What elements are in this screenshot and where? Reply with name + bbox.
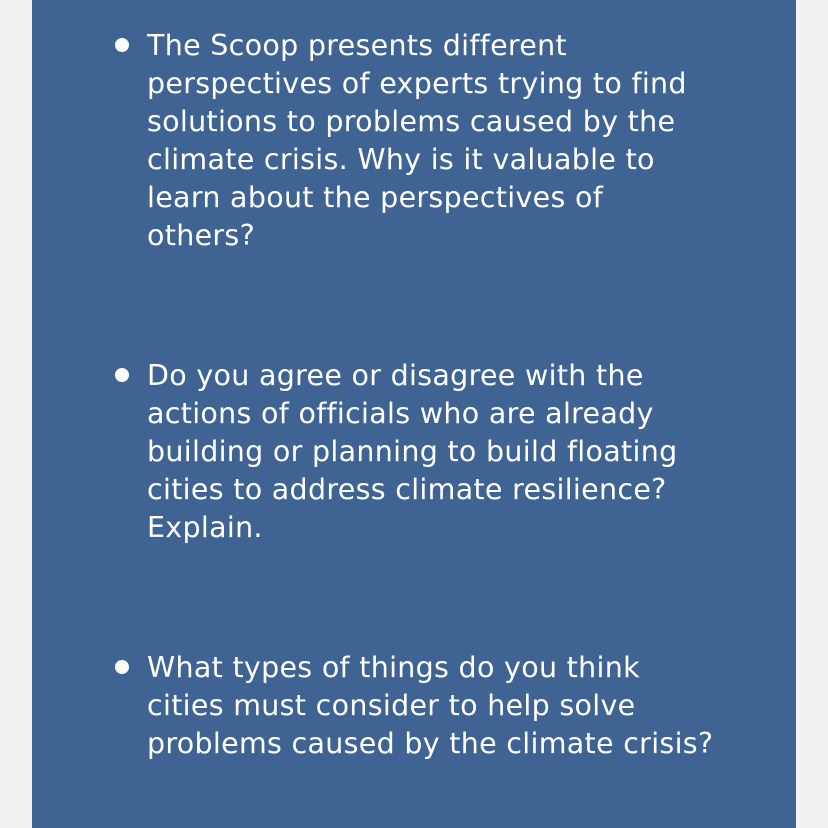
question-item-1 — [115, 27, 765, 255]
question-text: The Scoop presents different perspectives of experts trying to find solutions to problems caused by the climate crisis. Why is it valuable to learn about the perspectives of others? — [147, 29, 687, 252]
bullet-icon — [115, 368, 129, 382]
question-item-2 — [115, 357, 765, 547]
bullet-icon — [115, 660, 129, 674]
question-item-3 — [115, 649, 765, 763]
bullet-icon — [115, 38, 129, 52]
question-text: What types of things do you think cities must consider to help solve problems caused by the climate crisis? — [147, 651, 714, 760]
question-text: Do you agree or disagree with the actions of officials who are already building or planning to build floating cities to address climate resilience? Explain. — [147, 359, 678, 544]
